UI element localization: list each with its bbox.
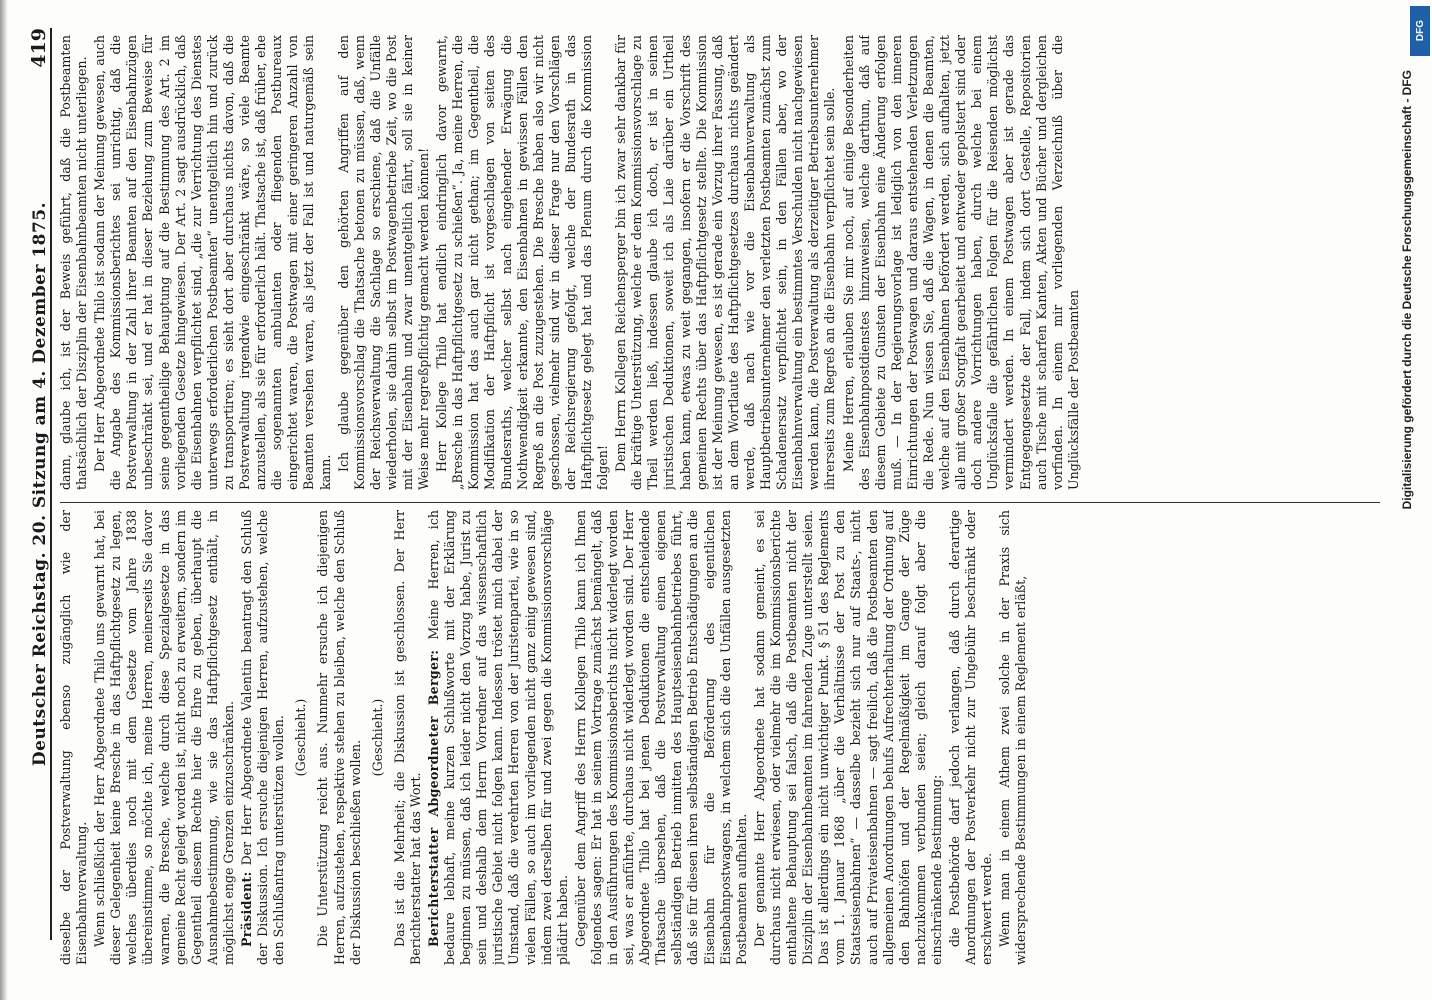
speaker-name: Berichterstatter Abgeordneter Berger: bbox=[425, 649, 441, 947]
paragraph: Die Unterstützung reicht aus. Nunmehr ersuche ich diejenigen Herren, aufzustehen, respektive stehen zu bleiben, welche den Schluß der Diskussion beschließen wollen. bbox=[315, 510, 363, 965]
paragraph: dieselbe der Postverwaltung ebenso zugänglich wie der Eisenbahnverwaltung. bbox=[58, 510, 90, 965]
left-column bbox=[58, 510, 1398, 965]
paragraph bbox=[426, 510, 571, 965]
paragraph-text: Der Herr Abgeordnete Valentin beantragt den Schluß der Diskussion. Ich ersuche diejenigen Herren, aufzustehen, welche den Schlußantrag unterstützen wollen. bbox=[239, 510, 287, 965]
paragraph: Ich glaube gegenüber den gehörten Angriffen auf den Kommissionsvorschlag die Thatsache betonen zu müssen, daß, wenn der Reichsverwaltung die Sachlage so erschiene, daß die Unfälle wiederholen, sie dahin selbst im Postwagenbetriebe Zeit, wo die Post mit der Eisenbahn und zwar unentgeltlich fährt, soll sie in keiner Weise mehr regreßpflichtig gemacht werden können! bbox=[335, 35, 432, 490]
paragraph: Meine Herren, erlauben Sie mir noch, auf einige Besonderheiten des Eisenbahnpostdienstes hinzuweisen, welche darthun, daß auf diesem Gebiete zu Gunsten der Eisenbahn eine Änderung erfolgen muß. — In der Regierungsvorlage ist lediglich von den inneren Einrichtungen der Postwagen und daraus entstehenden Verletzungen die Rede. Nun wissen Sie, daß die Wagen, in denen die Beamten, welche auf den Eisenbahnen befördert werden, sich aufhalten, jetzt alle mit großer Sorgfalt gearbeitet und entweder gepolstert sind oder doch andere Vorrichtungen haben, durch welche bei einem Unglücksfalle die gefährlichen Folgen für die Reisenden möglichst vermindert werden. In einem Postwagen aber ist gerade das Entgegengesetzte der Fall, indem sich dort Gestelle, Repositorien auch Tische mit scharfen Kanten, Akten und Bücher und dergleichen vorfinden. In einem mir vorliegenden Verzeichniß über die Unglücksfälle der Postbeamten bbox=[840, 35, 1081, 490]
digitization-note-text: Digitalisierung gefördert durch die Deutsche Forschungsgemeinschaft - DFG bbox=[1400, 70, 1414, 510]
digitization-note bbox=[1400, 70, 1416, 970]
right-column bbox=[58, 35, 1398, 490]
paragraph: Gegenüber dem Angriff des Herrn Kollegen Thilo kann ich Ihnen folgendes sagen: Er hat in seinem Vortrage zunächst bemängelt, daß in den Ausführungen des Kommissionsberichts nicht widerlegt worden sei, was er anführte, durchaus nicht widerlegt worden sind. Der Herr Abgeordnete Thilo hat bei jenen Deduktionen die entscheidende Thatsache übersehen, daß die Postverwaltung einen eigenen selbständigen Betrieb inmitten des Hauptseisenbahnbetriebes führt, daß sie für diesen ihren selbständigen Betrieb Entschädigungen an die Eisenbahn für die Beförderung des eigentlichen Eisenbahnpostwagens, in welchem sich die den Unfällen ausgesetzten Postbeamten aufhalten. bbox=[572, 510, 749, 965]
header-title: Deutscher Reichstag. 20. Sitzung am 4. Dezember 1875. bbox=[30, 201, 50, 767]
paragraph bbox=[239, 510, 287, 965]
paragraph: dann, glaube ich, ist der Beweis geführt, daß die Postbeamten thatsächlich der Disziplin der Eisenbahnbeamten nicht unterliegen. bbox=[58, 35, 90, 490]
dfg-logo bbox=[1410, 6, 1430, 56]
page-header bbox=[10, 28, 52, 940]
paragraph: Das ist die Mehrheit; die Diskussion ist geschlossen. Der Herr Berichterstatter hat das Wort. bbox=[391, 510, 423, 965]
dfg-logo-text: DFG bbox=[1414, 20, 1426, 42]
paragraph: Der genannte Herr Abgeordnete hat sodann gemeint, es sei durchaus nicht erwiesen, oder vielmehr die im Kommissionsberichte enthaltene Behauptung sei falsch, daß die Postbeamten nicht der Disziplin der Eisenbahnbeamten im fahrenden Zuge unterstellt seien. Das ist allerdings ein nicht unwichtiger Punkt. § 51 des Reglements vom 1. Januar 1868 „über die Verhältnisse der Post zu den Staatseisenbahnen“ — dasselbe bezieht sich nur auf Staats-, nicht auch auf Privateisenbahnen — sagt freilich, daß die Postbeamten den allgemeinen Anordnungen behufs Aufrechterhaltung der Ordnung auf den Bahnhöfen und der Regelmäßigkeit im Gange der Züge nachzukommen verbunden seien; gleich darauf folgt aber die einschränkende Bestimmung: bbox=[751, 510, 944, 965]
speaker-name: Präsident: bbox=[239, 871, 255, 947]
column-divider bbox=[60, 502, 1380, 503]
paragraph: Wenn man in einem Athem zwei solche in der Praxis sich widersprechende Bestimmungen in einem Reglement erläßt, bbox=[997, 510, 1029, 965]
paragraph: (Geschieht.) bbox=[369, 698, 385, 777]
paragraph: Der Herr Abgeordnete Thilo ist sodann der Meinung gewesen, auch die Angabe des Kommissionsberichtes sei unrichtig, daß die Postverwaltung in der Zahl ihrer Beamten auf den Eisenbahnzügen unbeschränkt sei, und er hat in dieser Beziehung zum Beweise für seine gegentheilige Behauptung auf die Bestimmung des Art. 2 im vorliegenden Gesetze hingewiesen. Der Art. 2 sagt ausdrücklich, daß die Eisenbahnen verpflichtet sind, „die zur Verrichtung des Dienstes unterwegs erforderlichen Postbeamten“ unentgeltlich hin und zurück zu transportiren; es sieht dort aber durchaus nichts davon, daß die Postverwaltung irgendwie eingeschränkt wäre, so viele Beamte anzustellen, als sie für erforderlich hält. Thatsache ist, daß früher, ehe die sogenannten ambulanten oder fliegenden Postbureaux eingerichtet waren, die Postwagen mit einer geringeren Anzahl von Beamten versehen waren, als jetzt der Fall ist und naturgemäß sein kann. bbox=[92, 35, 333, 490]
paragraph: Dem Herrn Kollegen Reichensperger bin ich zwar sehr dankbar für die kräftige Unterstützung, welche er dem Kommissionsvorschlage zu Theil werden ließ, indessen glaube ich doch, er ist in seinen juristischen Deduktionen, soweit ich als Laie darüber ein Urtheil haben kann, etwas zu weit gegangen, insofern er die Vorschrift des gemeinen Rechts über das Haftpflichtgesetz stellte. Die Kommission ist der Meinung gewesen, es ist gerade ein Vorzug ihrer Fassung, daß an dem Wortlaute des Haftpflichtgesetzes durchaus nichts geändert werde, daß nach wie vor die Eisenbahnverwaltung als Hauptbetriebsunternehmer den verletzten Postbeamten zunächst zum Schadenersatz verpflichtet sein, in den Fällen aber, wo der Eisenbahnverwaltung ein bestimmtes Verschulden nicht nachgewiesen werden kann, die Postverwaltung als derzeitiger Betriebsunternehmer ihrerseits zum Regreß an die Eisenbahn verpflichtet sein solle. bbox=[613, 35, 838, 490]
paragraph: die Postbehörde darf jedoch verlangen, daß durch derartige Anordnungen der Postverkehr nicht zur Ungebühr beschränkt oder erschwert werde. bbox=[946, 510, 995, 965]
paragraph: (Geschieht.) bbox=[293, 698, 309, 777]
paragraph: Wenn schließlich der Herr Abgeordnete Thilo uns gewarnt hat, bei dieser Gelegenheit keine Bresche in das Haftpflichtgesetz zu legen, welches überdies noch mit dem Gesetze vom Jahre 1838 übereinstimme, so möchte ich, meine Herren, meinerseits Sie davor warnen, die Bresche, welche durch diese Spezialgesetze in das gemeine Recht gelegt worden ist, nicht noch zu erweitern, sondern im Gegentheil diesem Rechte hier die Ehre zu geben, überhaupt die Ausnahmebestimmung, wie sie das Haftpflichtgesetz enthält, in möglichst enge Grenzen einzuschränken. bbox=[92, 510, 236, 965]
paragraph-text: Meine Herren, ich bedaure lebhaft, meine kurzen Schlußworte mit der Erklärung beginnen zu müssen, daß ich leider nicht den Vorzug habe, Jurist zu sein und deshalb dem Herrn Vorredner auf das wissenschaftlich juristische Gebiet nicht folgen kann. Indessen tröstet mich dabei der Umstand, daß die verehrten Herren von der Juristenpartei, wie in so vielen Fällen, so auch im vorliegenden nicht ganz einig gewesen sind, indem zwei derselben für und zwei gegen die Kommissionsvorschläge plädirt haben. bbox=[425, 510, 570, 965]
paragraph: Herr Kollege Thilo hat endlich eindringlich davor gewarnt, „Bresche in das Haftpflichtgesetz zu schießen“. Ja, meine Herren, die Kommission hat das auch gar nicht gethan; im Gegentheil, die Modifikation der Haftpflicht ist vorgeschlagen von seiten des Bundesraths, welcher selbst nach eingehender Erwägung die Nothwendigkeit erkannte, den Eisenbahnen in gewissen Fällen den Regreß an die Post zuzugestehen. Die Bresche haben also wir nicht geschossen, vielmehr sind wir in dieser Frage nur den Vorschlägen der Reichsregierung gefolgt, welche der Bundesrath in das Haftpflichtgesetz gelegt hat und das Plenum durch die Kommission folgen! bbox=[434, 35, 611, 490]
page-number: 419 bbox=[28, 28, 50, 68]
